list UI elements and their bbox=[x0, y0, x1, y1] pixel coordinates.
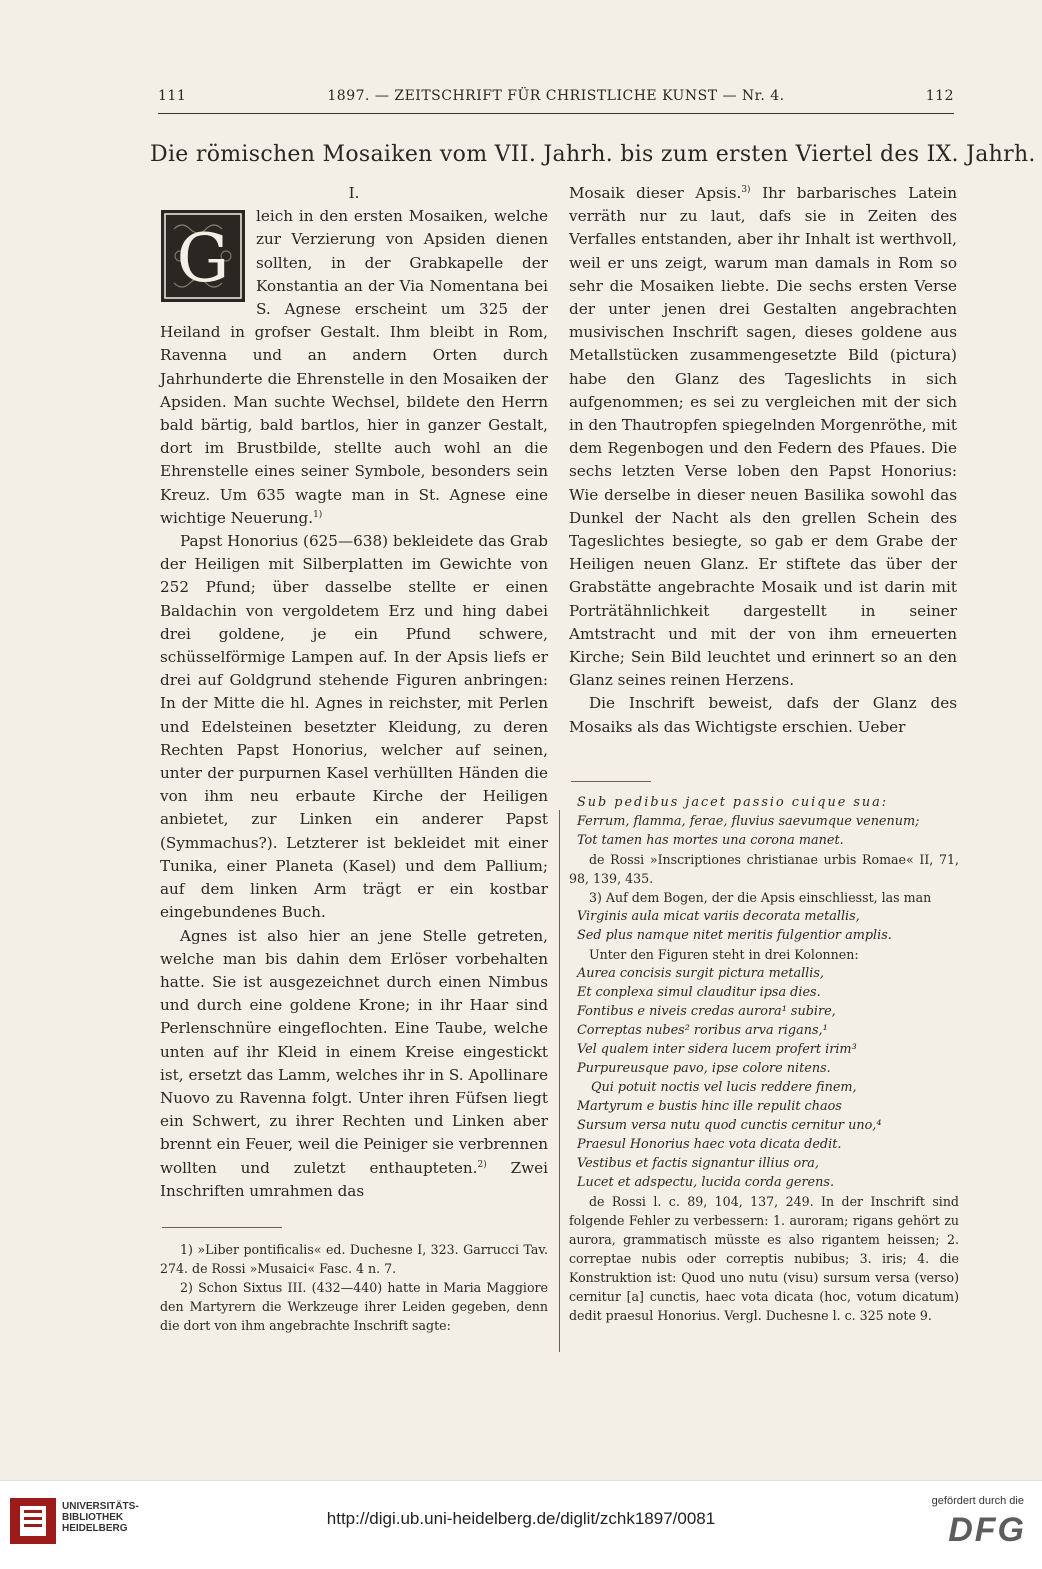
reference-text: de Rossi l. c. 89, 104, 137, 249. In der Inschrift sind folgende Fehler zu verbessern: 1. auroram; rigans gehört zu aurora, grammatisch müsste es also rigantem heissen; 2. correptae nubis oder correptis nubibus; 3. iris; 4. die Konstruktion ist: Quod uno nutu (visu) sursum versa (verso) cernitur [a] cunctis, haec vota dicata (hoc, votum dicatum) dedit praesul Honorius. Vergl. Duchesne l. c. 325 note 9. bbox=[569, 1194, 959, 1323]
left-column bbox=[160, 182, 548, 1203]
library-name: UNIVERSITÄTS- BIBLIOTHEK HEIDELBERG bbox=[62, 1501, 139, 1534]
paragraph-5: Die Inschrift beweist, dafs der Glanz des Mosaiks als das Wichtigste erschien. Ueber bbox=[569, 694, 957, 736]
verse-line: Sed plus namque nitet meritis fulgentior amplis. bbox=[577, 928, 892, 943]
verse-line: Sub pedibus jacet passio cuique sua: bbox=[577, 795, 889, 810]
footnote-3: 3) Auf dem Bogen, der die Apsis einschliesst, las man bbox=[589, 890, 932, 905]
verse-line: Ferrum, flamma, ferae, fluvius saevumque venenum; bbox=[577, 814, 920, 829]
running-header bbox=[158, 88, 954, 108]
section-number: I. bbox=[348, 184, 360, 202]
footnotes-right bbox=[569, 793, 959, 1325]
reference-text: Unter den Figuren steht in drei Kolonnen: bbox=[589, 947, 859, 962]
verse-line: Lucet et adspectu, lucida corda gerens. bbox=[577, 1175, 835, 1190]
footnote-2: 2) Schon Sixtus III. (432—440) hatte in Maria Maggiore den Martyrern die Werkzeuge ihrer Leiden gegeben, denn die dort von ihm angebrachte Inschrift sagte: bbox=[160, 1280, 548, 1333]
funding-note: gefördert durch die bbox=[931, 1495, 1024, 1507]
verse-line: Praesul Honorius haec vota dicata dedit. bbox=[577, 1137, 842, 1152]
verse-line: Vestibus et factis signantur illius ora, bbox=[577, 1156, 819, 1171]
verse-line: Qui potuit noctis vel lucis reddere finem, bbox=[591, 1080, 857, 1095]
footnote-rule-right bbox=[571, 781, 651, 782]
svg-text:G: G bbox=[176, 220, 230, 298]
column-divider bbox=[559, 810, 560, 1352]
footnote-ref-2: 2) bbox=[477, 1159, 487, 1170]
article-title: Die römischen Mosaiken vom VII. Jahrh. bis zum ersten Viertel des IX. Jahrh. bbox=[150, 142, 1036, 167]
page-number-right: 112 bbox=[925, 88, 954, 104]
verse-line: Purpureusque pavo, ipse colore nitens. bbox=[577, 1061, 831, 1076]
verse-line: Fontibus e niveis credas aurora¹ subire, bbox=[577, 1004, 836, 1019]
footer-bar bbox=[0, 1480, 1042, 1569]
footnote-rule-left bbox=[162, 1227, 282, 1228]
verse-line: Et conplexa simul clauditur ipsa dies. bbox=[577, 985, 821, 1000]
journal-header: 1897. — ZEITSCHRIFT FÜR CHRISTLICHE KUNST — Nr. 4. bbox=[327, 88, 785, 104]
paragraph-4 bbox=[569, 182, 957, 692]
right-column bbox=[569, 182, 957, 739]
verse-line: Sursum versa nutu quod cunctis cernitur uno,⁴ bbox=[577, 1118, 882, 1133]
footnote-1: 1) »Liber pontificalis« ed. Duchesne I, 323. Garrucci Tav. 274. de Rossi »Musaici« Fasc. 4 n. 7. bbox=[160, 1242, 548, 1276]
paragraph-1 bbox=[160, 205, 548, 530]
verse-line: Tot tamen has mortes una corona manet. bbox=[577, 833, 844, 848]
dropcap-g-icon bbox=[160, 209, 246, 303]
verse-line: Correptas nubes² roribus arva rigans,¹ bbox=[577, 1023, 828, 1038]
source-url-link[interactable]: http://digi.ub.uni-heidelberg.de/diglit/zchk1897/0081 bbox=[326, 1509, 716, 1528]
paragraph-2: Papst Honorius (625—638) bekleidete das Grab der Heiligen mit Silberplatten im Gewichte von 252 Pfund; über dasselbe stellte er einen Baldachin von vergoldetem Erz und hing dabei drei goldene, je ein Pfund schwere, schüsselförmige Lampen auf. In der Apsis liefs er drei auf Goldgrund stehende Figuren anbringen: In der Mitte die hl. Agnes in reichster, mit Perlen und Edelsteinen besetzter Kleidung, zu deren Rechten Papst Honorius, welcher auf seinen, unter der purpurnen Kasel verhüllten Händen die von ihm neu erbaute Kirche der Heiligen anbietet, zur Linken ein anderer Papst (Symmachus?). Letzterer ist bekleidet mit einer Tunika, einer Planeta (Kasel) und dem Pallium; auf dem linken Arm trägt er ein kostbar eingebundenes Buch. bbox=[160, 532, 548, 922]
page-number-left: 111 bbox=[158, 88, 187, 104]
paragraph-3-end: Zwei Inschriften umrahmen das bbox=[160, 1158, 548, 1200]
paragraph-3-text: Agnes ist also hier an jene Stelle getreten, welche man bis dahin dem Erlöser vorbehalten hatte. Sie ist ausgezeichnet durch einen Nimbus und durch eine goldene Krone; in ihr Haar sind Perlenschnüre eingeflochten. Eine Taube, welche unten auf ihr Kleid in einem Kreise eingestickt ist, ersetzt das Lamm, welches ihr in S. Apollinare Nuovo zu Ravenna folgt. Unter ihren Füfsen liegt ein Schwert, zu ihrer Rechten und Linken aber brennt ein Feuer, weil die Peiniger sie verbrennen wollten und zuletzt enthaupteten. bbox=[160, 926, 548, 1177]
verse-line: Martyrum e bustis hinc ille repulit chaos bbox=[577, 1099, 842, 1114]
footnotes-left bbox=[160, 1240, 548, 1335]
footnote-ref-1: 1) bbox=[313, 509, 323, 520]
paragraph-1-text: leich in den ersten Mosaiken, welche zur Verzierung von Apsiden dienen sollten, in der Grabkapelle der Konstantia an der Via Nomentana bei S. Agnese erscheint um 325 der Heiland in grofser Gestalt. Ihm bleibt in Rom, Ravenna und an andern Orten durch Jahrhunderte die Ehrenstelle in den Mosaiken der Apsiden. Man suchte Wechsel, bildete den Herrn bald bärtig, bald bartlos, hier in ganzer Gestalt, dort im Brustbilde, stellte auch wohl an die Ehrenstelle eines seiner Symbole, besonders sein Kreuz. Um 635 wagte man in St. Agnese eine wichtige Neuerung. bbox=[160, 207, 548, 527]
paragraph-3 bbox=[160, 925, 548, 1203]
footnote-ref-3: 3) bbox=[741, 184, 751, 195]
header-rule bbox=[158, 113, 954, 114]
verse-line: Aurea concisis surgit pictura metallis, bbox=[577, 966, 825, 981]
dfg-logo: DFG bbox=[948, 1511, 1026, 1549]
reference-text: de Rossi »Inscriptiones christianae urbis Romae« II, 71, 98, 139, 435. bbox=[569, 852, 959, 886]
paragraph-4-start: Mosaik dieser Apsis. bbox=[569, 184, 742, 202]
verse-line: Virginis aula micat variis decorata metallis, bbox=[577, 909, 860, 924]
verse-line: Vel qualem inter sidera lucem profert irim³ bbox=[577, 1042, 857, 1057]
paragraph-4-text: Ihr barbarisches Latein verräth nur zu laut, dafs sie in Zeiten des Verfalles entstanden, aber ihr Inhalt ist werthvoll, weil er uns zeigt, warum man damals in Rom so sehr die Mosaiken liebte. Die sechs ersten Verse der unter jenen drei Gestalten angebrachten musivischen Inschrift sagen, dieses goldene aus Metallstücken zusammengesetzte Bild (pictura) habe den Glanz des Tageslichts in sich aufgenommen; es sei zu vergleichen mit der sich in den Thautropfen spiegelnden Morgenröthe, mit dem Regenbogen und den Federn des Pfaues. Die sechs letzten Verse loben den Papst Honorius: Wie derselbe in dieser neuen Basilika sowohl das Dunkel der Nacht als den grellen Schein des Tageslichtes besiegte, so gab er dem Grabe der Heiligen neuen Glanz. Er stiftete das über der Grabstätte angebrachte Mosaik und ist darin mit Porträtähnlichkeit dargestellt in seiner Amtstracht und mit der von ihm erneuerten Kirche; Sein Bild leuchtet und erinnert so an den Glanz seines reinen Herzens. bbox=[569, 184, 957, 690]
